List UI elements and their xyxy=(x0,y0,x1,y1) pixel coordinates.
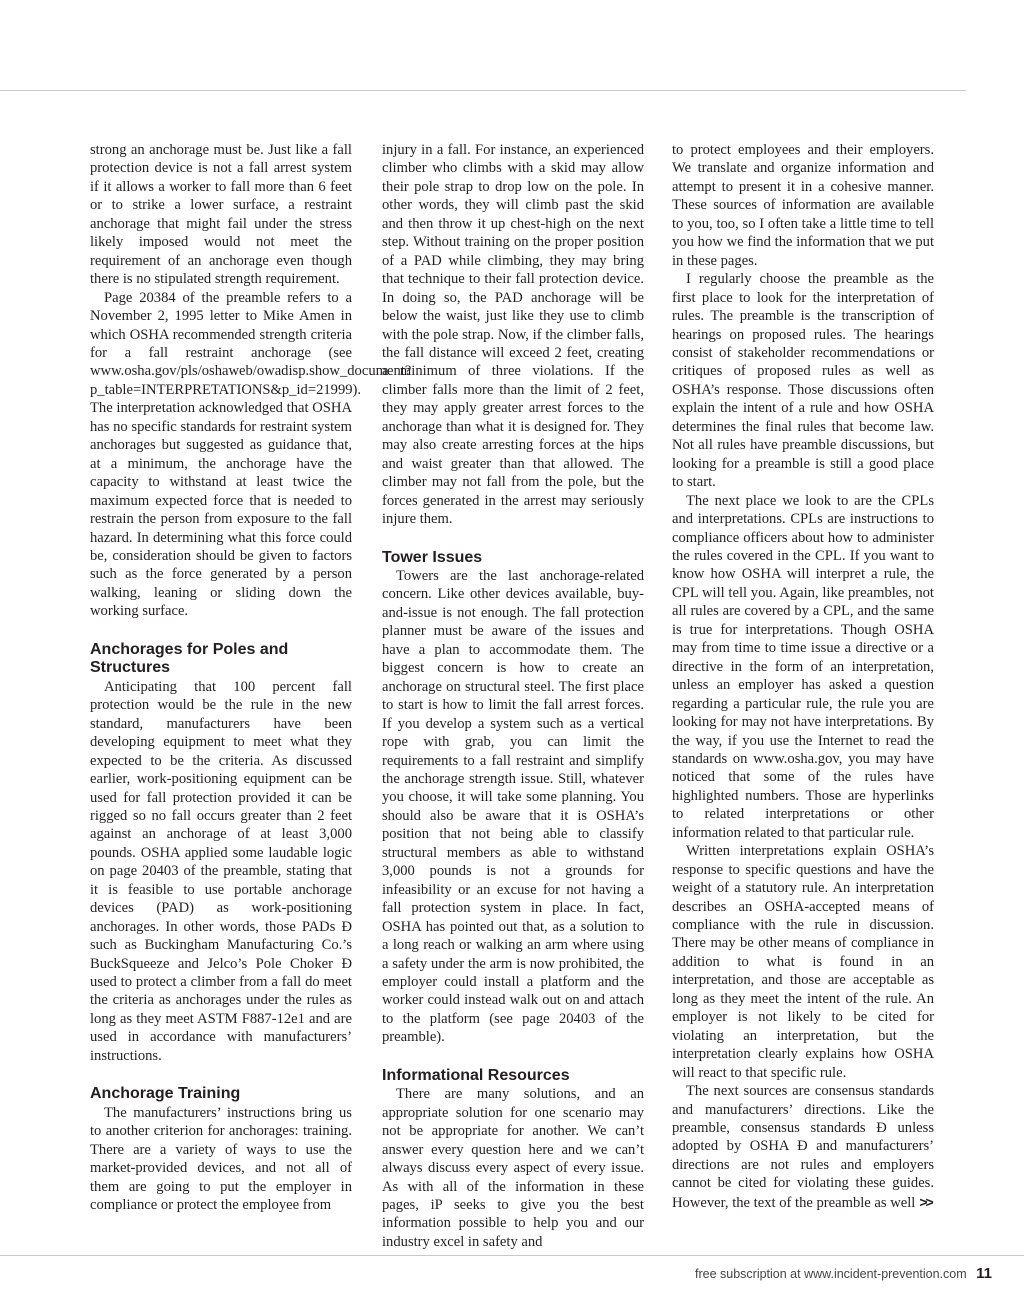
paragraph: strong an anchorage must be. Just like a fall protection device is not a fall arrest system if it allows a worker to fall more than 6 feet or to strike a lower surface, a restraint anchorage that might fail under the stress likely imposed would not meet the requirement of an anchorage even though there is no stipulated strength requirement. xyxy=(90,142,352,288)
continue-arrow-icon: >> xyxy=(919,1193,932,1210)
paragraph: Anticipating that 100 percent fall protection would be the rule in the new standard, manufacturers have been developing equipment to meet what they expected to be the criteria. As discussed earlier, work-positioning equipment can be used for fall protection provided it can be rigged so no fall occurs greater than 2 feet against an anchorage of at least 3,000 pounds. OSHA applied some laudable logic on page 20403 of the preamble, stating that it is feasible to use portable anchorage devices (PAD) as work-positioning anchorages. In other words, those PADs Ð such as Buckingham Manufacturing Co.’s BuckSqueeze and Jelco’s Pole Choker Ð used to protect a climber from a fall do meet the criteria as anchorages under the rules as long as they meet ASTM F887-12e1 and are used in accordance with manufacturers’ instructions. xyxy=(90,678,352,1064)
paragraph-text: The next sources are consensus standards and manufacturers’ directions. Like the preamble, consensus standards Ð unless adopted by OSHA Ð and manufacturers’ directions are not rules and employers cannot be cited for violating these guides. However, the text of the preamble as well xyxy=(672,1083,934,1211)
paragraph: The manufacturers’ instructions bring us to another criterion for anchorages: training. There are a variety of ways to use the market-provided devices, and not all of them are going to put the employer in compliance or protect the employee from xyxy=(90,1104,352,1214)
top-divider xyxy=(0,90,966,91)
section-heading: Tower Issues xyxy=(382,548,483,566)
page-number: 11 xyxy=(976,1265,992,1282)
section-heading: Anchorage Training xyxy=(90,1085,241,1103)
paragraph: The next place we look to are the CPLs and interpretations. CPLs are instructions to compliance officers about how to administer the rules covered in the CPL. If you want to know how OSHA will interpret a rule, the CPL will tell you. Again, like preambles, not all rules are covered by a CPL, and the same is true for interpretations. Though OSHA may from time to time issue a directive or a directive in the form of an interpretation, unless an employer has asked a question regarding a particular rule, the rule you are looking for may not have interpretations. By the way, if you use the Internet to read the standards on www.osha.gov, you may have noticed that some of the rules have highlighted numbers. Those are hyperlinks to related interpretations or other information related to that particular rule. xyxy=(672,492,934,841)
bottom-divider xyxy=(0,1255,1024,1256)
page-footer xyxy=(695,1265,992,1282)
paragraph: Page 20384 of the preamble refers to a November 2, 1995 letter to Mike Amen in which OSHA recommended strength criteria for a fall restraint anchorage (see www.osha.gov/pls/oshaweb/owadisp.show_document?p_table=INTERPRETATIONS&p_id=21999). The interpretation acknowledged that OSHA has no specific standards for restraint system anchorages but suggested as guidance that, at a minimum, the anchorage have the capacity to withstand at least twice the maximum expected force that is needed to restrain the person from exposure to the fall hazard. In determining what this force could be, consideration should be given to factors such as the force generated by a person walking, leaning or sliding down the working surface. xyxy=(90,289,412,620)
section-heading: Anchorages for Poles and Structures xyxy=(90,640,289,677)
paragraph: I regularly choose the preamble as the first place to look for the interpretation of rules. The preamble is the transcription of hearings on proposed rules. The hearings consist of stakeholder recommendations or critiques of proposed rules as well as OSHA’s response. Those discussions often explain the intent of a rule and how OSHA determines the final rules that become law. Not all rules have preamble discussions, but looking for a preamble is still a good place to start. xyxy=(672,271,934,491)
paragraph: There are many solutions, and an appropriate solution for one scenario may not be appropriate for another. We can’t answer every question here and we can’t always discuss every aspect of every issue. As with all of the information in these pages, iP seeks to give you the best information possible to help you and our industry excel in safety and xyxy=(382,1086,644,1250)
paragraph: Towers are the last anchorage-related concern. Like other devices available, buy-and-issue is not enough. The fall protection planner must be aware of the issues and have a plan to accommodate them. The biggest concern is how to create an anchorage on structural steel. The first place to start is how to limit the fall arrest forces. If you develop a system such as a vertical rope with grab, you can limit the requirements to a fall restraint and simplify the anchorage strength issue. Still, whatever you choose, it will take some planning. You should also be aware that it is OSHA’s position that not being able to classify structural members as able to withstand 3,000 pounds is not a grounds for infeasibility or an excuse for not having a fall protection system in place. In fact, OSHA has pointed out that, as a solution to a long reach or walking an arm where using a safety under the arm is now prohibited, the employer could install a platform and the worker could instead walk out on and attach to the platform (see page 20403 of the preamble). xyxy=(382,568,644,1046)
footer-subscription-text[interactable]: free subscription at www.incident-prevention.com xyxy=(695,1267,967,1281)
paragraph: to protect employees and their employers. We translate and organize information and attempt to present it in a cohesive manner. These sources of information are available to you, too, so I often take a little time to tell you how we find the information that we put in these pages. xyxy=(672,142,934,269)
paragraph xyxy=(672,1082,934,1212)
article-column-2 xyxy=(382,141,644,1251)
article-column-1 xyxy=(90,141,412,1215)
paragraph: Written interpretations explain OSHA’s response to specific questions and have the weight of a statutory rule. An interpretation describes an OSHA-accepted means of compliance with the rule in discussion. There may be other means of compliance in addition to what is found in an interpretation, and those are acceptable as long as they meet the intent of the rule. An employer is not likely to be cited for violating an interpretation, but the interpretation clearly explains how OSHA will react to that specific rule. xyxy=(672,843,934,1081)
paragraph: injury in a fall. For instance, an experienced climber who climbs with a skid may allow their pole strap to drop low on the pole. In other words, they will climb past the skid and then throw it up chest-high on the next step. Without training on the proper position of a PAD while climbing, they may bring that technique to their fall protection device. In doing so, the PAD anchorage will be below the waist, just like they use to climb with the pole strap. Now, if the climber falls, the fall distance will exceed 2 feet, creating a minimum of three violations. If the climber falls more than the limit of 2 feet, they may apply greater arrest forces to the anchorage than what it is designed for. They may also create arresting forces at the hips and waist greater than that allowed. The climber may not fall from the pole, but the forces generated in the arrest may seriously injure them. xyxy=(382,142,644,528)
article-column-3 xyxy=(672,141,934,1212)
section-heading: Informational Resources xyxy=(382,1066,570,1084)
